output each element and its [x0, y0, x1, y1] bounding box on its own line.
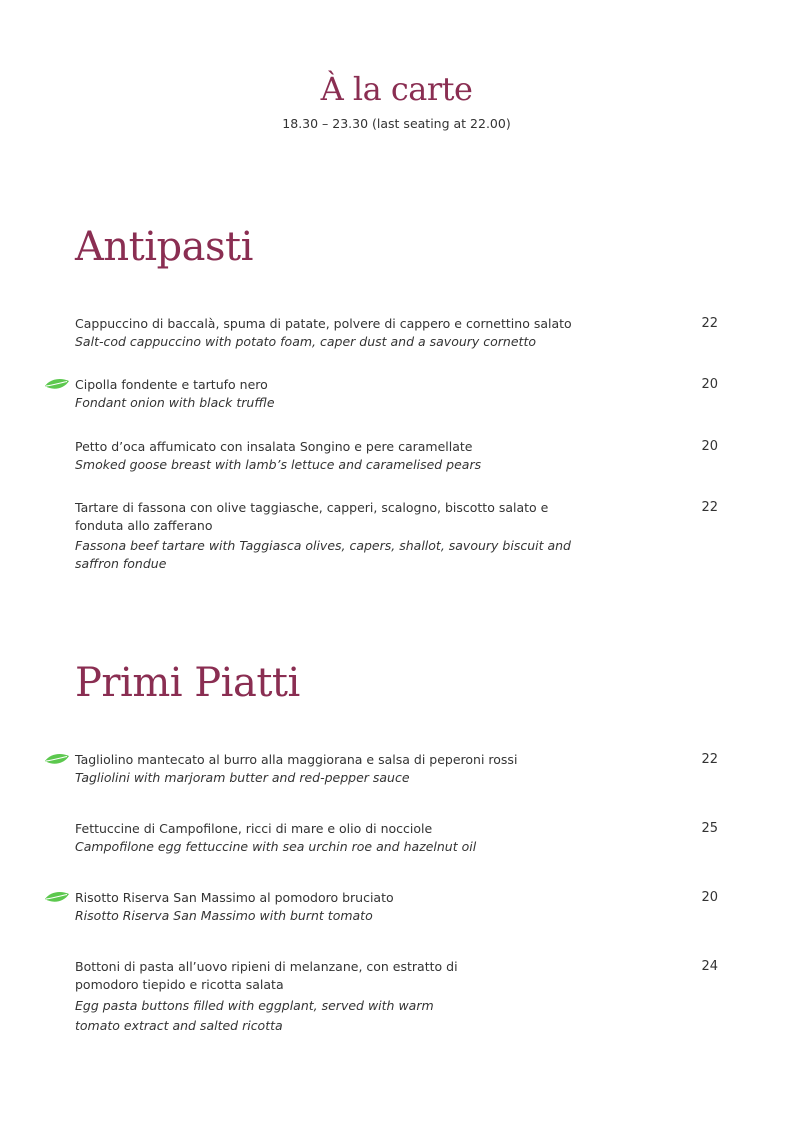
- dish-name-italian: Cipolla fondente e tartufo nero: [75, 377, 268, 392]
- dish-name-english: Campofilone egg fettuccine with sea urchin roe and hazelnut oil: [75, 839, 477, 854]
- dish-name-italian: Bottoni di pasta all’uovo ripieni di melanzane, con estratto di pomodoro tiepido e ricotta salata: [75, 959, 458, 992]
- leaf-icon: [44, 752, 70, 768]
- section-title-antipasti: Antipasti: [75, 224, 253, 270]
- dish-name-italian: Risotto Riserva San Massimo al pomodoro bruciato: [75, 890, 394, 905]
- menu-header: [0, 68, 793, 131]
- dish-price: 22: [701, 316, 718, 331]
- menu-item: [75, 499, 720, 573]
- dish-name-english: Fassona beef tartare with Taggiasca olives, capers, shallot, savoury biscuit and saffron fondue: [75, 538, 571, 571]
- dish-price: 20: [701, 377, 718, 392]
- service-hours: 18.30 – 23.30 (last seating at 22.00): [282, 116, 511, 131]
- dish-price: 22: [701, 500, 718, 515]
- leaf-icon: [44, 890, 70, 906]
- menu-item: [75, 958, 720, 1036]
- dish-name-italian: Tartare di fassona con olive taggiasche, capperi, scalogno, biscotto salato e fonduta allo zafferano: [75, 500, 549, 533]
- dish-name-english: Tagliolini with marjoram butter and red-pepper sauce: [75, 770, 410, 785]
- menu-item: [75, 315, 720, 351]
- dish-price: 22: [701, 752, 718, 767]
- dish-name-english: Risotto Riserva San Massimo with burnt tomato: [75, 908, 373, 923]
- leaf-icon: [44, 377, 70, 393]
- menu-item: [75, 820, 720, 856]
- dish-price: 20: [701, 890, 718, 905]
- section-title-primi-piatti: Primi Piatti: [75, 660, 300, 706]
- dish-name-english: Smoked goose breast with lamb’s lettuce and caramelised pears: [75, 457, 482, 472]
- menu-item: [75, 889, 720, 925]
- menu-item: [75, 376, 720, 412]
- page-title: À la carte: [320, 70, 473, 108]
- dish-price: 24: [701, 959, 718, 974]
- menu-item: [75, 438, 720, 474]
- menu-item: [75, 751, 720, 787]
- dish-price: 25: [701, 821, 718, 836]
- dish-name-italian: Cappuccino di baccalà, spuma di patate, polvere di cappero e cornettino salato: [75, 316, 572, 331]
- dish-name-italian: Fettuccine di Campofilone, ricci di mare e olio di nocciole: [75, 821, 433, 836]
- dish-name-english: Fondant onion with black truffle: [75, 395, 275, 410]
- dish-name-italian: Petto d’oca affumicato con insalata Songino e pere caramellate: [75, 439, 473, 454]
- dish-name-italian: Tagliolino mantecato al burro alla maggiorana e salsa di peperoni rossi: [75, 752, 518, 767]
- dish-name-english: Salt-cod cappuccino with potato foam, caper dust and a savoury cornetto: [75, 334, 536, 349]
- dish-price: 20: [701, 439, 718, 454]
- dish-name-english: Egg pasta buttons filled with eggplant, served with warm tomato extract and salted ricotta: [75, 998, 434, 1033]
